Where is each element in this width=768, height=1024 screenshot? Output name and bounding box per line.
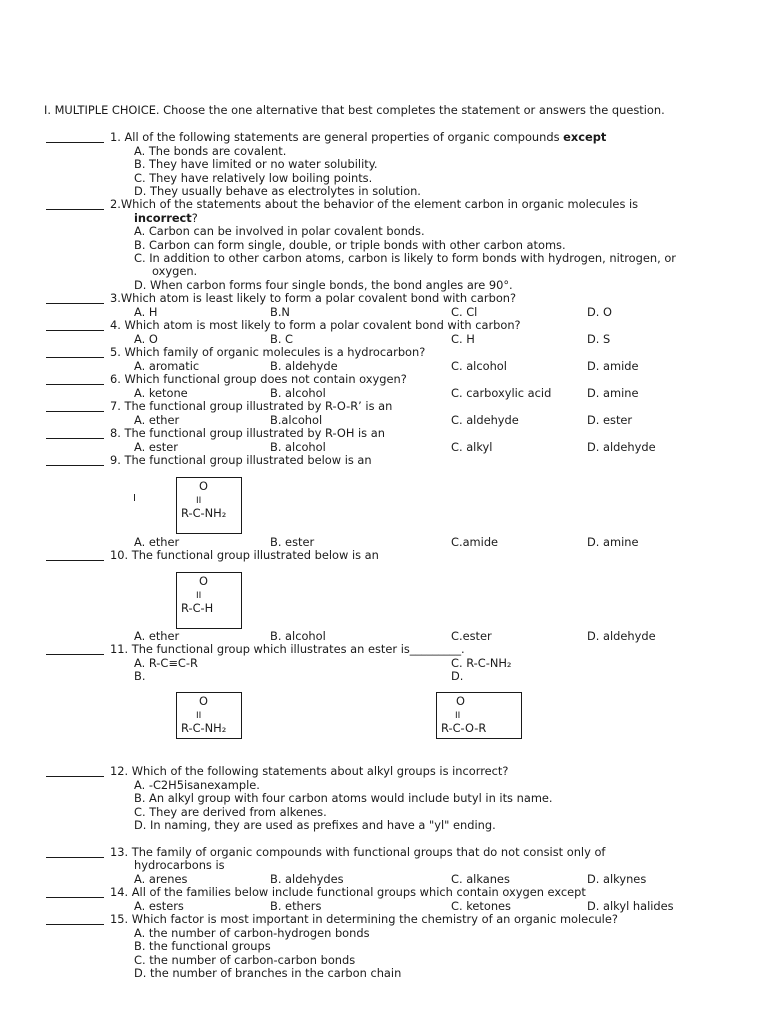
question-stem: 6. Which functional group does not contain oxygen?: [110, 372, 407, 386]
choice-cont: oxygen.: [152, 264, 198, 278]
choice: C. aldehyde: [451, 413, 519, 427]
question-stem: 14. All of the families below include functional groups which contain oxygen except: [110, 885, 586, 899]
choice: A. O: [134, 332, 158, 346]
answer-blank[interactable]: [46, 776, 104, 777]
answer-blank[interactable]: [46, 330, 104, 331]
choice: A. The bonds are covalent.: [134, 144, 287, 158]
double-bond: II: [196, 591, 202, 601]
choice: D. aldehyde: [587, 629, 656, 643]
choice: B. alcohol: [270, 440, 326, 454]
choice: B. ester: [270, 535, 315, 549]
choice: B. alcohol: [270, 386, 326, 400]
choice: A. esters: [134, 899, 184, 913]
choice: B. They have limited or no water solubility.: [134, 157, 378, 171]
question-stem: 3.Which atom is least likely to form a polar covalent bond with carbon?: [110, 291, 517, 305]
choice: D. amine: [587, 386, 639, 400]
oxygen-label: O: [456, 694, 465, 708]
choice: D. amine: [587, 535, 639, 549]
choice: B.: [134, 669, 146, 683]
question-stem: 5. Which family of organic molecules is a hydrocarbon?: [110, 345, 426, 359]
choice: D. ester: [587, 413, 633, 427]
answer-blank[interactable]: [46, 357, 104, 358]
instructions: I. MULTIPLE CHOICE. Choose the one alternative that best completes the statement or answers the question.: [44, 103, 665, 117]
choice: B. Carbon can form single, double, or triple bonds with other carbon atoms.: [134, 238, 566, 252]
question-stem: 13. The family of organic compounds with functional groups that do not consist only of: [110, 845, 606, 859]
oxygen-label: O: [199, 479, 208, 493]
answer-blank[interactable]: [46, 142, 104, 143]
amide-structure-box: [176, 477, 242, 534]
choice: C.ester: [451, 629, 492, 643]
answer-blank[interactable]: [46, 438, 104, 439]
choice: D. When carbon forms four single bonds, the bond angles are 90°.: [134, 278, 513, 292]
choice: A. ether: [134, 535, 180, 549]
choice: D. S: [587, 332, 611, 346]
choice: C. alkyl: [451, 440, 493, 454]
choice: A. Carbon can be involved in polar covalent bonds.: [134, 224, 425, 238]
choice: B. C: [270, 332, 294, 346]
double-bond: II: [196, 711, 202, 721]
oxygen-label: O: [199, 574, 208, 588]
choice: A. ester: [134, 440, 178, 454]
answer-blank[interactable]: [46, 857, 104, 858]
choice: C. alkanes: [451, 872, 510, 886]
choice: C. ketones: [451, 899, 511, 913]
answer-blank[interactable]: [46, 303, 104, 304]
question-stem: 4. Which atom is most likely to form a polar covalent bond with carbon?: [110, 318, 521, 332]
choice: A. ether: [134, 413, 180, 427]
question-stem: 11. The functional group which illustrates an ester is_________.: [110, 642, 465, 656]
choice: D. In naming, they are used as prefixes and have a "yl" ending.: [134, 818, 496, 832]
question-stem: 7. The functional group illustrated by R-O-R’ is an: [110, 399, 393, 413]
choice: C. R-C-NH₂: [451, 656, 512, 670]
choice: A. -C2H5isanexample.: [134, 778, 260, 792]
choice: D. alkynes: [587, 872, 647, 886]
choice: D. aldehyde: [587, 440, 656, 454]
answer-blank[interactable]: [46, 654, 104, 655]
choice: C. the number of carbon-carbon bonds: [134, 953, 356, 967]
choice: D. They usually behave as electrolytes in solution.: [134, 184, 421, 198]
formula-label: R-C-O-R: [441, 721, 487, 735]
choice: A. R-C≡C-R: [134, 656, 198, 670]
question-stem: 1. All of the following statements are general properties of organic compounds except: [110, 130, 607, 144]
choice: B.alcohol: [270, 413, 323, 427]
aldehyde-structure-box: [176, 572, 242, 629]
choice: D. alkyl halides: [587, 899, 674, 913]
question-stem: 2.Which of the statements about the behavior of the element carbon in organic molecules is: [110, 197, 639, 211]
choice: C. They have relatively low boiling points.: [134, 171, 373, 185]
choice: B. aldehydes: [270, 872, 344, 886]
choice: C. In addition to other carbon atoms, carbon is likely to form bonds with hydrogen, nitrogen, or: [134, 251, 676, 265]
choice: A. the number of carbon-hydrogen bonds: [134, 926, 370, 940]
choice: C. They are derived from alkenes.: [134, 805, 327, 819]
choice: C. alcohol: [451, 359, 507, 373]
choice: A. H: [134, 305, 158, 319]
choice: A. ketone: [134, 386, 188, 400]
choice: D.: [451, 669, 464, 683]
question-stem-cont: hydrocarbons is: [134, 858, 225, 872]
question-stem: 10. The functional group illustrated below is an: [110, 548, 379, 562]
ester-structure-box: [436, 692, 522, 739]
formula-label: R-C-NH₂: [181, 506, 227, 520]
answer-blank[interactable]: [46, 411, 104, 412]
choice: B.N: [270, 305, 290, 319]
choice: C. H: [451, 332, 475, 346]
choice: B. the functional groups: [134, 939, 271, 953]
question-stem-cont: incorrect?: [134, 211, 198, 225]
formula-label: R-C-H: [181, 601, 214, 615]
choice: D. O: [587, 305, 612, 319]
choice: D. the number of branches in the carbon chain: [134, 966, 402, 980]
double-bond: II: [455, 711, 461, 721]
question-stem: 15. Which factor is most important in determining the chemistry of an organic molecule?: [110, 912, 618, 926]
choice: B. alcohol: [270, 629, 326, 643]
answer-blank[interactable]: [46, 209, 104, 210]
question-stem: 9. The functional group illustrated below is an: [110, 453, 372, 467]
answer-blank[interactable]: [46, 897, 104, 898]
choice: A. arenes: [134, 872, 188, 886]
choice: B. ethers: [270, 899, 322, 913]
question-stem: 8. The functional group illustrated by R-OH is an: [110, 426, 385, 440]
double-bond: II: [196, 496, 202, 506]
choice: B. aldehyde: [270, 359, 338, 373]
question-stem: 12. Which of the following statements about alkyl groups is incorrect?: [110, 764, 509, 778]
stray-mark: I: [133, 493, 136, 504]
choice: C.amide: [451, 535, 499, 549]
answer-blank[interactable]: [46, 465, 104, 466]
formula-label: R-C-NH₂: [181, 721, 227, 735]
choice: A. ether: [134, 629, 180, 643]
choice: C. Cl: [451, 305, 478, 319]
answer-blank[interactable]: [46, 384, 104, 385]
amide-structure-box: [176, 692, 242, 739]
answer-blank[interactable]: [46, 924, 104, 925]
choice: D. amide: [587, 359, 639, 373]
choice: C. carboxylic acid: [451, 386, 552, 400]
oxygen-label: O: [199, 694, 208, 708]
answer-blank[interactable]: [46, 560, 104, 561]
choice: A. aromatic: [134, 359, 200, 373]
choice: B. An alkyl group with four carbon atoms would include butyl in its name.: [134, 791, 553, 805]
